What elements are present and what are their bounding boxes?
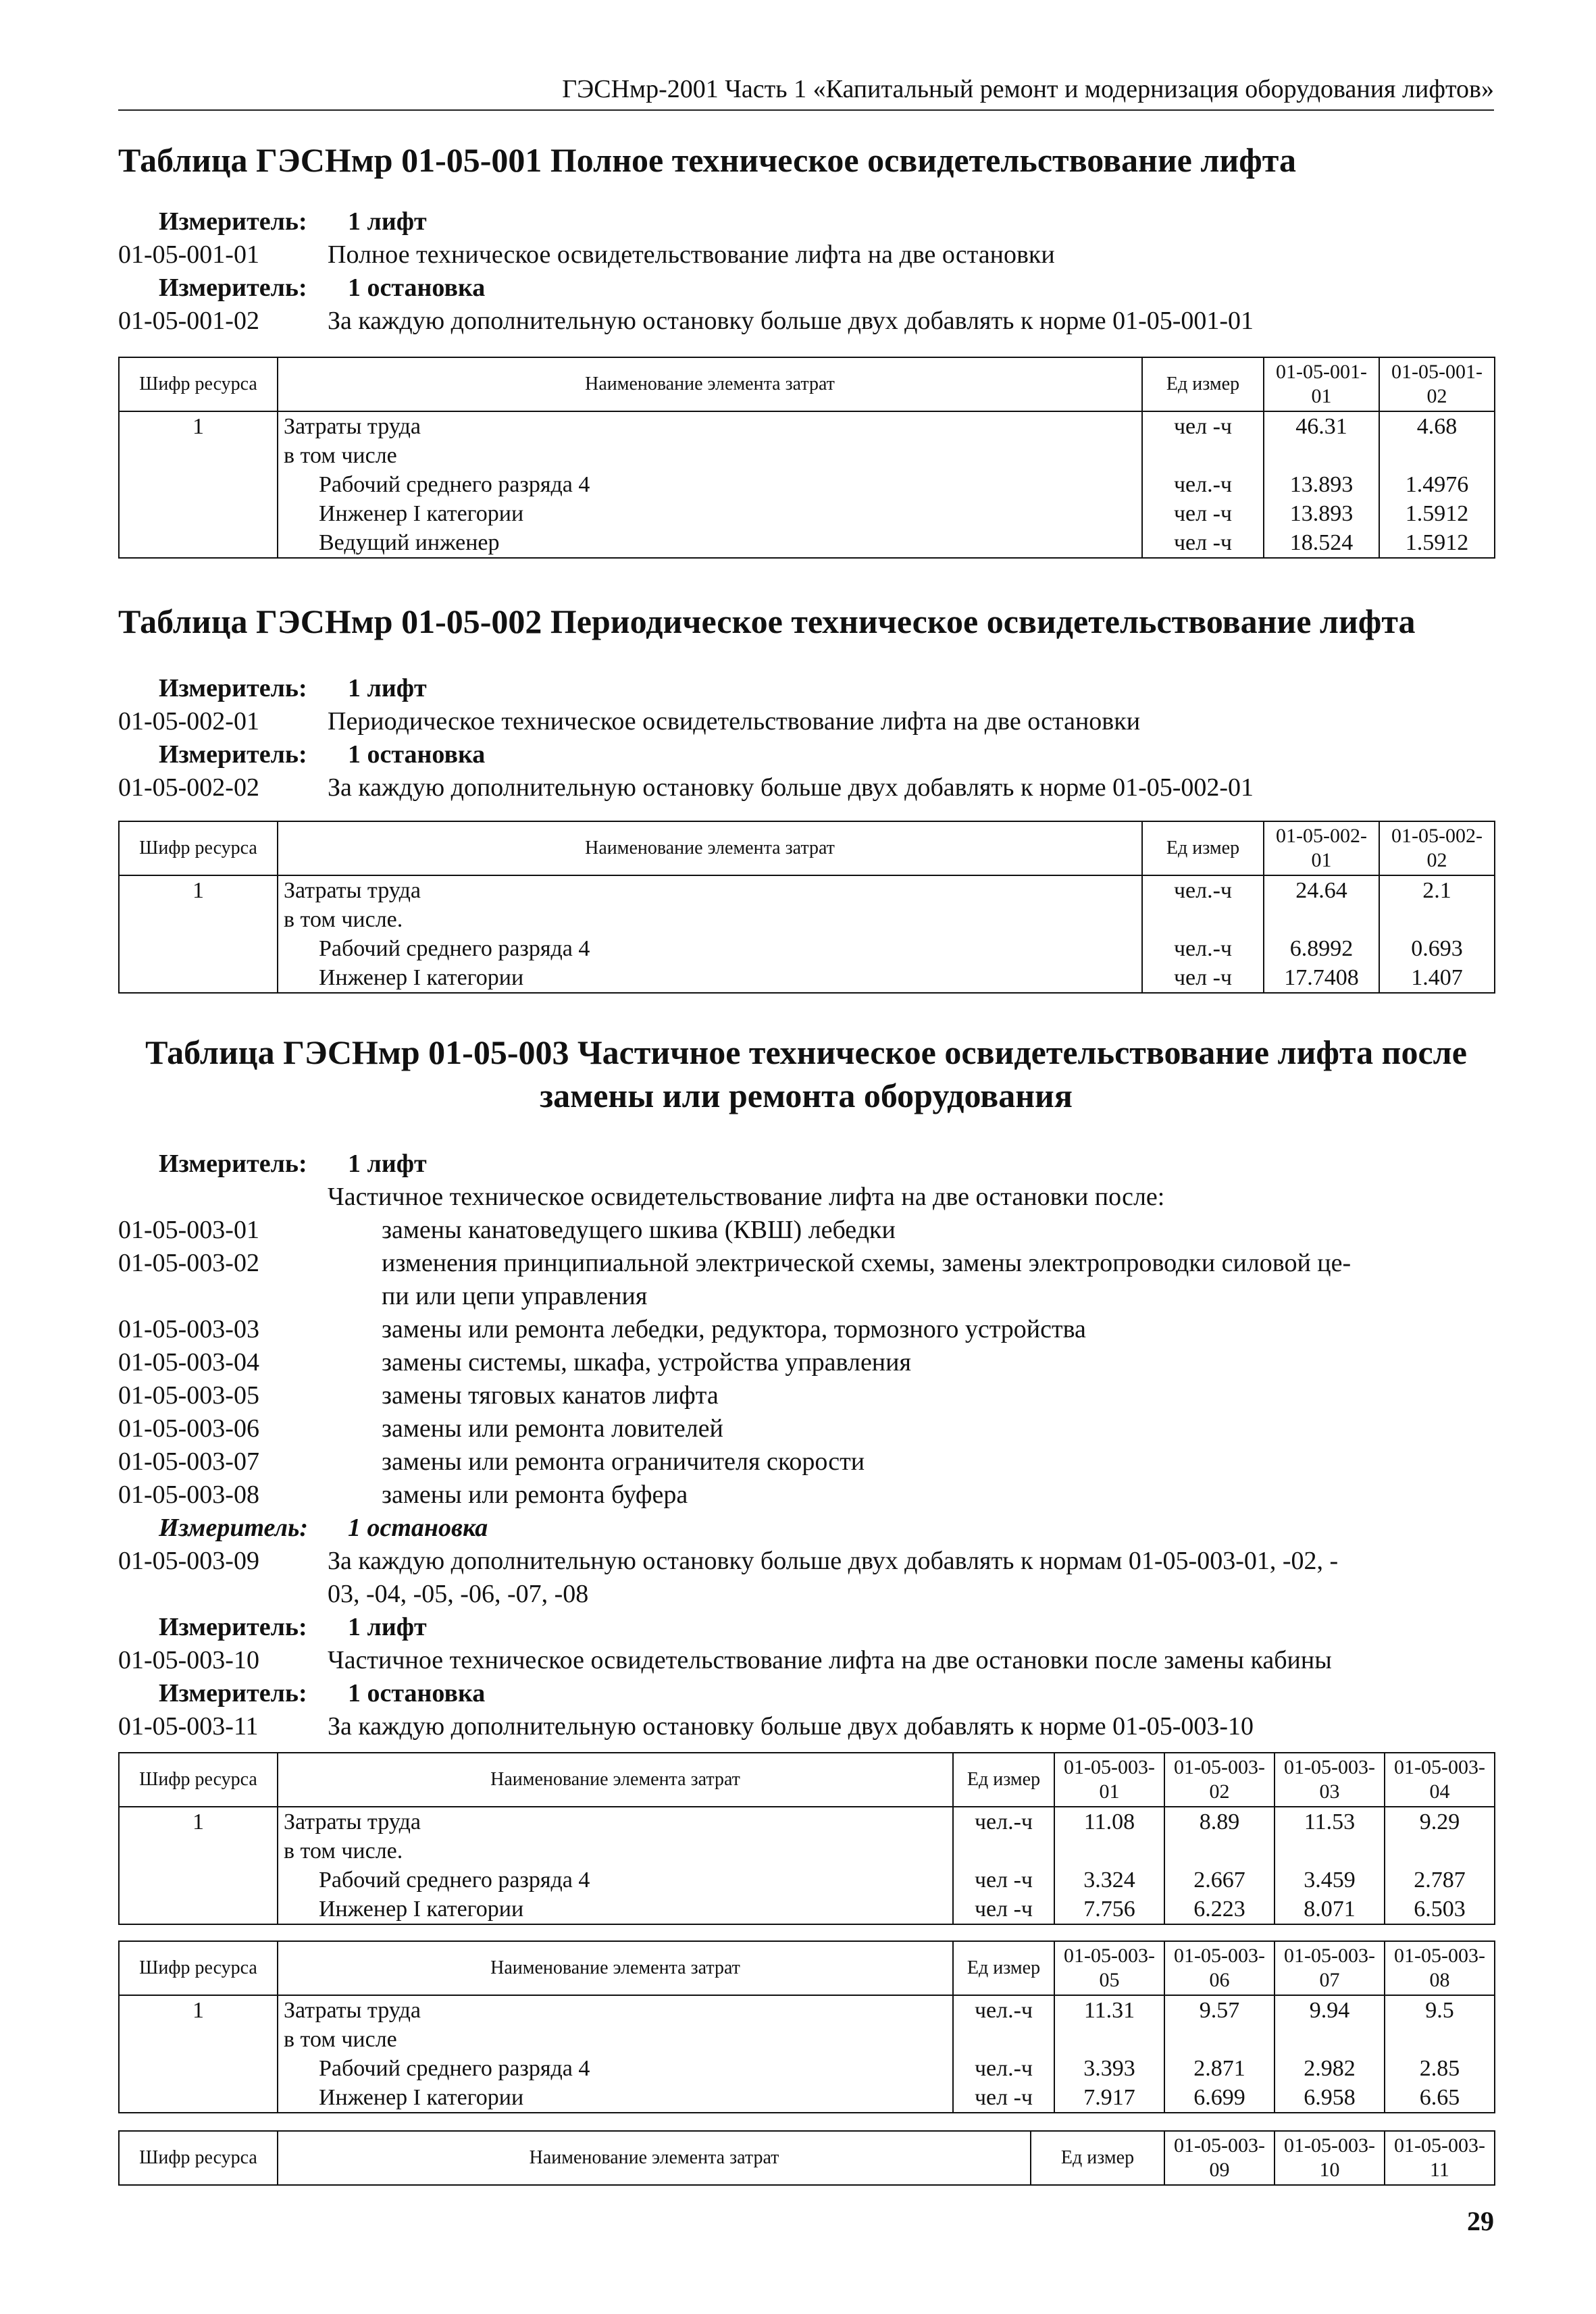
cell-name: Рабочий среднего разряда 4 — [278, 1866, 953, 1895]
table-row — [119, 1807, 1495, 1836]
col-header-code: Шифр ресурса — [119, 1941, 278, 1995]
resource-table-003-c — [118, 2130, 1495, 2186]
measure-label: Измеритель: — [159, 207, 307, 236]
col-header-norm: 01-05-003-10 — [1275, 2131, 1385, 2185]
cell-code — [119, 1895, 278, 1924]
cell-value — [1385, 1836, 1495, 1866]
table-row — [119, 875, 1495, 905]
cell-code: 1 — [119, 1807, 278, 1836]
cell-value: 11.31 — [1054, 1995, 1164, 2025]
cell-value: 6.699 — [1164, 2083, 1275, 2113]
measure-value: 1 лифт — [348, 207, 427, 236]
measure-value: 1 остановка — [348, 1679, 486, 1707]
col-header-norm: 01-05-003-01 — [1054, 1753, 1164, 1807]
col-header-norm: 01-05-003-09 — [1164, 2131, 1275, 2185]
cell-name: Затраты труда — [278, 1807, 953, 1836]
col-header-code: Шифр ресурса — [119, 2131, 278, 2185]
cell-name: Затраты труда — [278, 411, 1142, 441]
col-header-norm: 01-05-003-04 — [1385, 1753, 1495, 1807]
cell-value: 6.503 — [1385, 1895, 1495, 1924]
norm-text: замены или ремонта ловителей — [382, 1414, 723, 1443]
norm-code: 01-05-003-02 — [118, 1249, 259, 1277]
norm-text: замены или ремонта лебедки, редуктора, тормозного устройства — [382, 1315, 1086, 1343]
cell-value: 9.94 — [1275, 1995, 1385, 2025]
table-title-003: Таблица ГЭСНмр 01-05-003 Частичное техническое освидетельствование лифта после — [145, 1033, 1467, 1071]
norm-text: пи или цепи управления — [382, 1282, 648, 1310]
norm-text: замены системы, шкафа, устройства управления — [382, 1348, 911, 1377]
cell-unit: чел.-ч — [1142, 875, 1264, 905]
measure-value: 1 остановка — [348, 740, 486, 769]
norm-code: 01-05-003-07 — [118, 1447, 259, 1476]
col-header-norm: 01-05-003-11 — [1385, 2131, 1495, 2185]
cell-code — [119, 2083, 278, 2113]
cell-value: 9.57 — [1164, 1995, 1275, 2025]
cell-unit: чел -ч — [1142, 499, 1264, 528]
norm-text: замены канатоведущего шкива (КВШ) лебедки — [382, 1216, 896, 1244]
col-header-unit: Ед измер — [1142, 357, 1264, 411]
cell-code — [119, 528, 278, 558]
cell-code — [119, 2054, 278, 2083]
cell-unit: чел -ч — [953, 1895, 1054, 1924]
col-header-unit: Ед измер — [1142, 821, 1264, 875]
measure-value: 1 лифт — [348, 1150, 427, 1178]
norm-text: Периодическое техническое освидетельствование лифта на две остановки — [328, 707, 1141, 736]
cell-name: в том числе. — [278, 1836, 953, 1866]
cell-value: 18.524 — [1264, 528, 1379, 558]
table-title-002: Таблица ГЭСНмр 01-05-002 Периодическое техническое освидетельствование лифта — [118, 602, 1416, 640]
cell-code — [119, 499, 278, 528]
cell-code — [119, 1866, 278, 1895]
cell-name: Затраты труда — [278, 1995, 953, 2025]
cell-value — [1275, 1836, 1385, 1866]
table-row — [119, 528, 1495, 558]
table-row — [119, 411, 1495, 441]
cell-value: 6.8992 — [1264, 934, 1379, 963]
cell-value: 2.787 — [1385, 1866, 1495, 1895]
measure-label: Измеритель: — [159, 1679, 307, 1707]
cell-unit — [953, 2025, 1054, 2054]
cell-name: в том числе. — [278, 905, 1142, 934]
cell-value: 1.407 — [1379, 963, 1495, 993]
cell-code: 1 — [119, 1995, 278, 2025]
cell-value: 3.459 — [1275, 1866, 1385, 1895]
cell-value: 2.667 — [1164, 1866, 1275, 1895]
cell-unit: чел -ч — [953, 1866, 1054, 1895]
cell-code: 1 — [119, 411, 278, 441]
norm-text: За каждую дополнительную остановку больше двух добавлять к норме 01-05-003-10 — [328, 1712, 1254, 1741]
measure-value: 1 лифт — [348, 674, 427, 702]
cell-value: 46.31 — [1264, 411, 1379, 441]
col-header-unit: Ед измер — [1031, 2131, 1164, 2185]
cell-name: Инженер I категории — [278, 499, 1142, 528]
cell-unit: чел.-ч — [1142, 470, 1264, 499]
cell-code — [119, 905, 278, 934]
cell-value: 2.1 — [1379, 875, 1495, 905]
cell-value: 2.982 — [1275, 2054, 1385, 2083]
cell-value: 11.08 — [1054, 1807, 1164, 1836]
norm-text: За каждую дополнительную остановку больше двух добавлять к норме 01-05-002-01 — [328, 773, 1254, 802]
col-header-name: Наименование элемента затрат — [278, 357, 1142, 411]
cell-name: Инженер I категории — [278, 963, 1142, 993]
cell-name: Ведущий инженер — [278, 528, 1142, 558]
col-header-norm: 01-05-003-06 — [1164, 1941, 1275, 1995]
norm-code: 01-05-003-03 — [118, 1315, 259, 1343]
cell-value: 24.64 — [1264, 875, 1379, 905]
norm-code: 01-05-003-01 — [118, 1216, 259, 1244]
table-row — [119, 441, 1495, 470]
norm-code: 01-05-003-05 — [118, 1381, 259, 1410]
measure-label: Измеритель: — [159, 1514, 308, 1542]
measure-value: 1 остановка — [348, 274, 486, 302]
norm-code: 01-05-003-06 — [118, 1414, 259, 1443]
cell-unit — [1142, 441, 1264, 470]
measure-label: Измеритель: — [159, 740, 307, 769]
table-row — [119, 499, 1495, 528]
table-title-003-line2: замены или ремонта оборудования — [540, 1077, 1073, 1114]
table-row — [119, 1995, 1495, 2025]
cell-unit — [1142, 905, 1264, 934]
cell-unit: чел -ч — [1142, 528, 1264, 558]
col-header-unit: Ед измер — [953, 1941, 1054, 1995]
cell-value — [1385, 2025, 1495, 2054]
norm-text: замены или ремонта буфера — [382, 1481, 688, 1509]
norm-code: 01-05-001-02 — [118, 307, 259, 335]
measure-label: Измеритель: — [159, 1613, 307, 1641]
cell-value: 8.89 — [1164, 1807, 1275, 1836]
table-row — [119, 934, 1495, 963]
cell-unit — [953, 1836, 1054, 1866]
cell-code — [119, 934, 278, 963]
norm-code: 01-05-003-08 — [118, 1481, 259, 1509]
table-row — [119, 2025, 1495, 2054]
cell-value — [1164, 2025, 1275, 2054]
cell-value: 8.071 — [1275, 1895, 1385, 1924]
cell-name: Рабочий среднего разряда 4 — [278, 470, 1142, 499]
cell-code — [119, 470, 278, 499]
norm-code: 01-05-003-09 — [118, 1547, 259, 1575]
cell-code — [119, 963, 278, 993]
norm-text: 03, -04, -05, -06, -07, -08 — [328, 1580, 589, 1608]
cell-code: 1 — [119, 875, 278, 905]
cell-value: 9.29 — [1385, 1807, 1495, 1836]
cell-name: в том числе — [278, 441, 1142, 470]
resource-table-001 — [118, 357, 1495, 559]
norm-text: За каждую дополнительную остановку больше двух добавлять к нормам 01-05-003-01, -02, - — [328, 1547, 1339, 1575]
cell-value: 13.893 — [1264, 499, 1379, 528]
col-header-unit: Ед измер — [953, 1753, 1054, 1807]
col-header-norm: 01-05-003-02 — [1164, 1753, 1275, 1807]
col-header-name: Наименование элемента затрат — [278, 821, 1142, 875]
cell-code — [119, 2025, 278, 2054]
measure-label: Измеритель: — [159, 274, 307, 302]
cell-value — [1275, 2025, 1385, 2054]
norm-code: 01-05-003-10 — [118, 1646, 259, 1674]
resource-table-003-a — [118, 1752, 1495, 1925]
running-header: ГЭСНмр-2001 Часть 1 «Капитальный ремонт и модернизация оборудования лифтов» — [118, 73, 1494, 111]
norm-text: Частичное техническое освидетельствование лифта на две остановки после замены кабины — [328, 1646, 1332, 1674]
resource-table-003-b — [118, 1940, 1495, 2113]
cell-value: 13.893 — [1264, 470, 1379, 499]
cell-unit: чел.-ч — [1142, 934, 1264, 963]
col-header-norm: 01-05-003-08 — [1385, 1941, 1495, 1995]
table-row — [119, 2054, 1495, 2083]
cell-unit: чел.-ч — [953, 1807, 1054, 1836]
cell-name: Рабочий среднего разряда 4 — [278, 934, 1142, 963]
table-row — [119, 1836, 1495, 1866]
cell-name: Рабочий среднего разряда 4 — [278, 2054, 953, 2083]
cell-value: 3.393 — [1054, 2054, 1164, 2083]
col-header-norm: 01-05-001-01 — [1264, 357, 1379, 411]
col-header-norm: 01-05-001-02 — [1379, 357, 1495, 411]
col-header-name: Наименование элемента затрат — [278, 2131, 1031, 2185]
cell-name: в том числе — [278, 2025, 953, 2054]
cell-value: 1.5912 — [1379, 528, 1495, 558]
cell-value — [1054, 1836, 1164, 1866]
cell-unit: чел.-ч — [953, 2054, 1054, 2083]
cell-value: 1.5912 — [1379, 499, 1495, 528]
cell-unit: чел -ч — [1142, 411, 1264, 441]
cell-name: Инженер I категории — [278, 1895, 953, 1924]
table-row — [119, 905, 1495, 934]
col-header-name: Наименование элемента затрат — [278, 1941, 953, 1995]
cell-value: 9.5 — [1385, 1995, 1495, 2025]
cell-unit: чел.-ч — [953, 1995, 1054, 2025]
col-header-code: Шифр ресурса — [119, 1753, 278, 1807]
intro-text: Частичное техническое освидетельствование лифта на две остановки после: — [328, 1183, 1165, 1211]
col-header-norm: 01-05-003-07 — [1275, 1941, 1385, 1995]
norm-text: За каждую дополнительную остановку больше двух добавлять к норме 01-05-001-01 — [328, 307, 1254, 335]
measure-value: 1 остановка — [348, 1514, 488, 1542]
cell-value: 0.693 — [1379, 934, 1495, 963]
resource-table-002 — [118, 821, 1495, 994]
table-row — [119, 2083, 1495, 2113]
cell-code — [119, 441, 278, 470]
cell-unit: чел -ч — [1142, 963, 1264, 993]
cell-value: 2.85 — [1385, 2054, 1495, 2083]
table-title-001: Таблица ГЭСНмр 01-05-001 Полное техническое освидетельствование лифта — [118, 141, 1296, 179]
col-header-code: Шифр ресурса — [119, 821, 278, 875]
norm-code: 01-05-003-11 — [118, 1712, 259, 1741]
cell-value: 1.4976 — [1379, 470, 1495, 499]
page-number: 29 — [1467, 2206, 1494, 2236]
cell-value — [1264, 905, 1379, 934]
cell-value — [1379, 905, 1495, 934]
cell-value — [1054, 2025, 1164, 2054]
norm-code: 01-05-002-01 — [118, 707, 259, 736]
cell-name: Затраты труда — [278, 875, 1142, 905]
cell-code — [119, 1836, 278, 1866]
cell-value: 6.223 — [1164, 1895, 1275, 1924]
cell-value: 7.756 — [1054, 1895, 1164, 1924]
cell-value: 11.53 — [1275, 1807, 1385, 1836]
measure-label: Измеритель: — [159, 674, 307, 702]
col-header-name: Наименование элемента затрат — [278, 1753, 953, 1807]
cell-value — [1164, 1836, 1275, 1866]
measure-value: 1 лифт — [348, 1613, 427, 1641]
col-header-norm: 01-05-003-03 — [1275, 1753, 1385, 1807]
norm-text: замены тяговых канатов лифта — [382, 1381, 719, 1410]
cell-value: 3.324 — [1054, 1866, 1164, 1895]
cell-value: 7.917 — [1054, 2083, 1164, 2113]
table-row — [119, 1866, 1495, 1895]
cell-value: 17.7408 — [1264, 963, 1379, 993]
norm-code: 01-05-003-04 — [118, 1348, 259, 1377]
cell-value: 4.68 — [1379, 411, 1495, 441]
col-header-code: Шифр ресурса — [119, 357, 278, 411]
table-row — [119, 1895, 1495, 1924]
col-header-norm: 01-05-002-02 — [1379, 821, 1495, 875]
cell-value — [1379, 441, 1495, 470]
norm-text: Полное техническое освидетельствование лифта на две остановки — [328, 240, 1055, 269]
cell-value: 2.871 — [1164, 2054, 1275, 2083]
norm-code: 01-05-002-02 — [118, 773, 259, 802]
table-row — [119, 963, 1495, 993]
cell-value — [1264, 441, 1379, 470]
norm-text: изменения принципиальной электрической схемы, замены электропроводки силовой це- — [382, 1249, 1352, 1277]
norm-text: замены или ремонта ограничителя скорости — [382, 1447, 865, 1476]
cell-value: 6.958 — [1275, 2083, 1385, 2113]
measure-label: Измеритель: — [159, 1150, 307, 1178]
cell-unit: чел -ч — [953, 2083, 1054, 2113]
cell-name: Инженер I категории — [278, 2083, 953, 2113]
table-row — [119, 470, 1495, 499]
col-header-norm: 01-05-002-01 — [1264, 821, 1379, 875]
cell-value: 6.65 — [1385, 2083, 1495, 2113]
col-header-norm: 01-05-003-05 — [1054, 1941, 1164, 1995]
norm-code: 01-05-001-01 — [118, 240, 259, 269]
